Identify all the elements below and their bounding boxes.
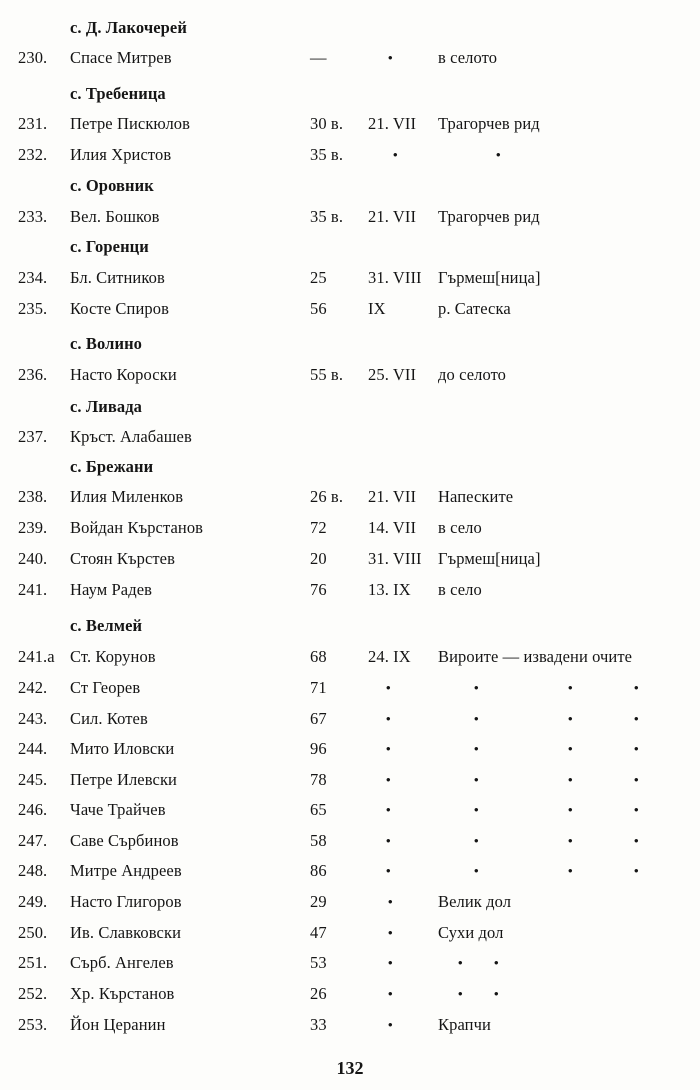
date: 24. IX — [368, 647, 411, 666]
ditto-mark: • — [388, 894, 393, 909]
entry-number: 248. — [18, 861, 48, 880]
place: Крапчи — [438, 1015, 491, 1034]
place: Трагорчев рид — [438, 114, 540, 133]
entry-number: 232. — [18, 145, 48, 164]
list-item — [0, 856, 700, 886]
age: 78 — [310, 770, 327, 789]
person-name: Ст Георев — [70, 678, 141, 697]
person-name: Чаче Трайчев — [70, 800, 166, 819]
person-name: Ст. Корунов — [70, 647, 156, 666]
age: 56 — [310, 299, 327, 318]
entry-number: 251. — [18, 953, 48, 972]
ditto-mark: • — [634, 772, 639, 787]
age: 67 — [310, 709, 327, 728]
village-heading — [0, 13, 700, 43]
list-item — [0, 43, 700, 73]
age: 47 — [310, 923, 327, 942]
date: 21. VII — [368, 207, 417, 226]
village-name: с. Горенци — [70, 237, 149, 256]
person-name: Илия Христов — [70, 145, 172, 164]
entry-number: 233. — [18, 207, 48, 226]
entry-number: 241. — [18, 580, 48, 599]
person-name: Кръст. Алабашев — [70, 427, 192, 446]
village-name: с. Волино — [70, 334, 143, 353]
entry-number: 231. — [18, 114, 48, 133]
entry-number: 246. — [18, 800, 48, 819]
date: IX — [368, 299, 386, 318]
age: 33 — [310, 1015, 327, 1034]
place: Гърмеш[ница] — [438, 268, 541, 287]
ditto-mark: • — [386, 863, 391, 878]
age: 68 — [310, 647, 327, 666]
person-name: Петре Илевски — [70, 770, 177, 789]
ditto-mark: • — [568, 680, 573, 695]
age: 25 — [310, 268, 327, 287]
ditto-mark: • — [393, 147, 398, 162]
ditto-mark: • — [388, 955, 393, 970]
list-item — [0, 513, 700, 543]
entry-number: 244. — [18, 739, 48, 758]
place: до селото — [438, 365, 507, 384]
list-item — [0, 422, 700, 452]
person-name: Косте Спиров — [70, 299, 169, 318]
place: в село — [438, 580, 482, 599]
person-name: Насто Короски — [70, 365, 177, 384]
village-heading — [0, 329, 700, 359]
entry-number: 243. — [18, 709, 48, 728]
person-name: Йон Церанин — [70, 1015, 166, 1034]
ditto-mark: • — [388, 1017, 393, 1032]
place: р. Сатеска — [438, 299, 511, 318]
entry-number: 234. — [18, 268, 48, 287]
list-item — [0, 918, 700, 948]
age: 58 — [310, 831, 327, 850]
ditto-mark: • — [458, 986, 463, 1001]
ditto-mark: • — [386, 772, 391, 787]
ditto-mark: • — [474, 833, 479, 848]
ditto-mark: • — [386, 833, 391, 848]
entry-number: 235. — [18, 299, 48, 318]
age: 71 — [310, 678, 327, 697]
list-item — [0, 294, 700, 324]
ditto-mark: • — [494, 955, 499, 970]
ditto-mark: • — [634, 711, 639, 726]
ditto-mark: • — [388, 986, 393, 1001]
list-item — [0, 263, 700, 293]
age: 55 в. — [310, 365, 344, 384]
person-name: Митре Андреев — [70, 861, 182, 880]
entry-number: 237. — [18, 427, 48, 446]
age: 30 в. — [310, 114, 344, 133]
entry-number: 236. — [18, 365, 48, 384]
list-item — [0, 140, 700, 170]
ditto-mark: • — [474, 772, 479, 787]
entry-number: 240. — [18, 549, 48, 568]
list-item — [0, 575, 700, 605]
village-name: с. Велмей — [70, 616, 143, 635]
list-item — [0, 360, 700, 390]
place: Гърмеш[ница] — [438, 549, 541, 568]
ditto-mark: • — [474, 863, 479, 878]
ditto-mark: • — [568, 772, 573, 787]
list-item — [0, 202, 700, 232]
age: — — [310, 48, 327, 67]
age: 29 — [310, 892, 327, 911]
person-name: Петре Пискюлов — [70, 114, 191, 133]
age: 35 в. — [310, 145, 344, 164]
ditto-mark: • — [568, 863, 573, 878]
village-name: с. Оровник — [70, 176, 154, 195]
ditto-mark: • — [386, 680, 391, 695]
list-item — [0, 1010, 700, 1040]
person-name: Илия Миленков — [70, 487, 184, 506]
list-item — [0, 765, 700, 795]
list-item — [0, 979, 700, 1009]
person-name: Ив. Славковски — [70, 923, 182, 942]
village-heading — [0, 452, 700, 482]
ditto-mark: • — [634, 741, 639, 756]
date: 31. VIII — [368, 268, 422, 287]
person-name: Бл. Ситников — [70, 268, 165, 287]
entry-number: 253. — [18, 1015, 48, 1034]
list-item — [0, 795, 700, 825]
page-number: 132 — [336, 1058, 364, 1078]
village-name: с. Д. Лакочерей — [70, 18, 187, 37]
list-item — [0, 673, 700, 703]
person-name: Сърб. Ангелев — [70, 953, 174, 972]
ditto-mark: • — [474, 711, 479, 726]
date: 25. VII — [368, 365, 417, 384]
date: 14. VII — [368, 518, 417, 537]
person-name: Спасе Митрев — [70, 48, 172, 67]
village-name: с. Брежани — [70, 457, 154, 476]
person-name: Вел. Бошков — [70, 207, 160, 226]
ditto-mark: • — [458, 955, 463, 970]
place: Велик дол — [438, 892, 512, 911]
age: 96 — [310, 739, 327, 758]
ditto-mark: • — [568, 711, 573, 726]
entry-number: 250. — [18, 923, 48, 942]
person-name: Хр. Кърстанов — [70, 984, 175, 1003]
age: 65 — [310, 800, 327, 819]
entry-number: 247. — [18, 831, 48, 850]
person-name: Войдан Кърстанов — [70, 518, 204, 537]
place: Вироите — извадени очите — [438, 647, 633, 666]
ditto-mark: • — [568, 802, 573, 817]
ditto-mark: • — [474, 680, 479, 695]
entry-number: 245. — [18, 770, 48, 789]
person-name: Насто Глигоров — [70, 892, 182, 911]
person-name: Мито Иловски — [70, 739, 175, 758]
ditto-mark: • — [496, 147, 501, 162]
ditto-mark: • — [494, 986, 499, 1001]
ditto-mark: • — [386, 741, 391, 756]
entry-number: 230. — [18, 48, 48, 67]
age: 53 — [310, 953, 327, 972]
age: 26 в. — [310, 487, 344, 506]
village-heading — [0, 79, 700, 109]
list-item — [0, 544, 700, 574]
person-name: Сил. Котев — [70, 709, 148, 728]
ditto-mark: • — [568, 833, 573, 848]
list-item — [0, 642, 700, 672]
place: Напеските — [438, 487, 514, 506]
ditto-mark: • — [474, 802, 479, 817]
list-item — [0, 887, 700, 917]
ditto-mark: • — [568, 741, 573, 756]
date: 31. VIII — [368, 549, 422, 568]
ditto-mark: • — [634, 833, 639, 848]
ditto-mark: • — [386, 711, 391, 726]
person-name: Саве Сърбинов — [70, 831, 179, 850]
person-name: Стоян Кърстев — [70, 549, 175, 568]
date: 13. IX — [368, 580, 411, 599]
entry-number: 241.а — [18, 647, 55, 666]
age: 72 — [310, 518, 327, 537]
entry-number: 239. — [18, 518, 48, 537]
village-heading — [0, 611, 700, 641]
entry-number: 249. — [18, 892, 48, 911]
ditto-mark: • — [474, 741, 479, 756]
place: в село — [438, 518, 482, 537]
ditto-mark: • — [634, 802, 639, 817]
village-heading — [0, 392, 700, 422]
list-item — [0, 704, 700, 734]
list-item — [0, 948, 700, 978]
entry-number: 252. — [18, 984, 48, 1003]
date: 21. VII — [368, 487, 417, 506]
village-name: с. Требеница — [70, 84, 166, 103]
age: 86 — [310, 861, 327, 880]
ditto-mark: • — [634, 680, 639, 695]
age: 26 — [310, 984, 327, 1003]
ditto-mark: • — [386, 802, 391, 817]
list-item — [0, 482, 700, 512]
person-name: Наум Радев — [70, 580, 153, 599]
place: в селото — [438, 48, 498, 67]
age: 35 в. — [310, 207, 344, 226]
ditto-mark: • — [634, 863, 639, 878]
place: Трагорчев рид — [438, 207, 540, 226]
ditto-mark: • — [388, 925, 393, 940]
entry-number: 238. — [18, 487, 48, 506]
ditto-mark: • — [388, 50, 393, 65]
date: 21. VII — [368, 114, 417, 133]
village-name: с. Ливада — [70, 397, 143, 416]
entry-number: 242. — [18, 678, 48, 697]
place: Сухи дол — [438, 923, 504, 942]
village-heading — [0, 171, 700, 201]
age: 76 — [310, 580, 327, 599]
village-heading — [0, 232, 700, 262]
list-item — [0, 109, 700, 139]
list-item — [0, 826, 700, 856]
list-item — [0, 734, 700, 764]
age: 20 — [310, 549, 327, 568]
